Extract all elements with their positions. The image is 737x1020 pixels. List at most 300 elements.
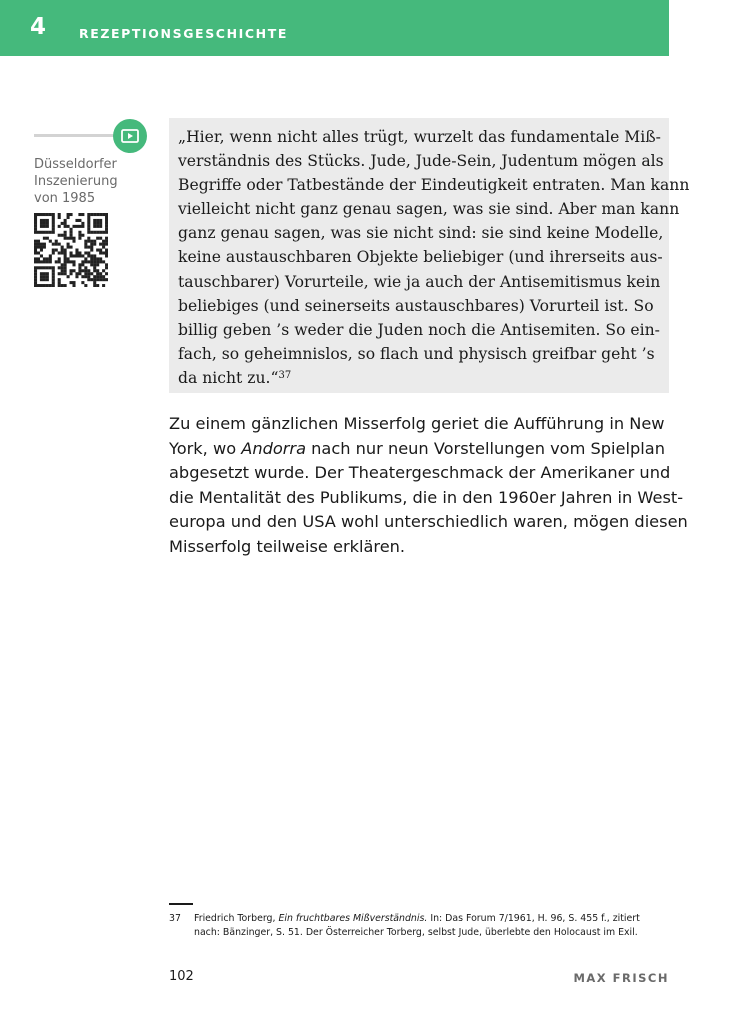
qr-module	[52, 251, 55, 254]
qr-module	[37, 243, 40, 246]
qr-module	[64, 225, 67, 228]
qr-module	[99, 222, 102, 225]
qr-module	[75, 225, 78, 228]
qr-module	[93, 266, 96, 269]
qr-module	[102, 240, 105, 243]
qr-module	[40, 222, 43, 225]
qr-module	[87, 225, 90, 228]
qr-module	[93, 243, 96, 246]
qr-module	[34, 243, 37, 246]
qr-module	[87, 231, 90, 234]
qr-module	[102, 260, 105, 263]
qr-module	[43, 260, 46, 263]
qr-module	[58, 281, 61, 284]
qr-module	[84, 246, 87, 249]
qr-module	[93, 225, 96, 228]
qr-module	[84, 243, 87, 246]
qr-module	[49, 254, 52, 257]
qr-module	[37, 213, 40, 216]
qr-module	[55, 243, 58, 246]
qr-module	[84, 240, 87, 243]
chapter-number: 4	[30, 14, 47, 40]
qr-module	[102, 251, 105, 254]
qr-module	[102, 275, 105, 278]
qr-module	[61, 266, 64, 269]
qr-module	[52, 281, 55, 284]
qr-module	[49, 266, 52, 269]
qr-module	[64, 269, 67, 272]
play-icon	[121, 129, 139, 143]
qr-module	[70, 231, 73, 234]
footnote-title: Ein fruchtbares Mißverständnis.	[278, 913, 428, 924]
qr-module	[84, 272, 87, 275]
qr-module	[40, 254, 43, 257]
qr-module	[78, 251, 81, 254]
qr-module	[84, 266, 87, 269]
qr-module	[43, 213, 46, 216]
qr-module	[46, 257, 49, 260]
qr-module	[78, 269, 81, 272]
qr-module	[87, 251, 90, 254]
qr-module	[46, 222, 49, 225]
qr-module	[78, 219, 81, 222]
qr-module	[58, 284, 61, 287]
qr-module	[67, 275, 70, 278]
quote-line: tauschbarer) Vorurteile, wie ja auch der Antisemitismus kein	[178, 272, 661, 291]
qr-module	[93, 222, 96, 225]
qr-module	[90, 263, 93, 266]
qr-module	[34, 240, 37, 243]
qr-module	[90, 231, 93, 234]
qr-module	[99, 243, 102, 246]
qr-module	[78, 266, 81, 269]
qr-module	[90, 257, 93, 260]
qr-module	[58, 234, 61, 237]
qr-module	[61, 222, 64, 225]
body-line: die Mentalität des Publikums, die in den 1960er Jahren in West-	[169, 487, 684, 507]
qr-module	[61, 246, 64, 249]
qr-module	[64, 272, 67, 275]
qr-module	[34, 284, 37, 287]
qr-module	[52, 213, 55, 216]
body-line	[169, 437, 679, 462]
qr-module	[99, 213, 102, 216]
qr-module	[93, 269, 96, 272]
video-caption	[34, 156, 134, 207]
qr-module	[34, 272, 37, 275]
quote-line: verständnis des Stücks. Jude, Jude-Sein, Judentum mögen als	[178, 152, 664, 171]
qr-module	[40, 284, 43, 287]
qr-module	[34, 275, 37, 278]
qr-module	[52, 231, 55, 234]
qr-module	[84, 257, 87, 260]
qr-module	[99, 231, 102, 234]
qr-module	[75, 249, 78, 252]
qr-module	[81, 260, 84, 263]
qr-module	[61, 251, 64, 254]
quote-line: ganz genau sagen, was sie nicht sind: sie sind keine Modelle,	[178, 224, 664, 243]
qr-module	[90, 240, 93, 243]
qr-module	[105, 231, 108, 234]
qr-module	[43, 246, 46, 249]
qr-module	[78, 225, 81, 228]
qr-module	[93, 254, 96, 257]
qr-module	[43, 284, 46, 287]
qr-module	[52, 216, 55, 219]
qr-module	[52, 266, 55, 269]
qr-module	[37, 284, 40, 287]
qr-module	[49, 213, 52, 216]
qr-module	[37, 257, 40, 260]
qr-module	[105, 225, 108, 228]
qr-module	[90, 213, 93, 216]
qr-module	[40, 272, 43, 275]
qr-module	[49, 240, 52, 243]
qr-module	[90, 246, 93, 249]
qr-module	[99, 225, 102, 228]
qr-module	[64, 237, 67, 240]
qr-module	[87, 246, 90, 249]
qr-module	[64, 251, 67, 254]
chapter-title: REZEPTIONSGESCHICHTE	[79, 26, 288, 41]
body-text: nach nur neun Vorstellungen vom Spielplan	[306, 438, 665, 458]
footnote-author: Friedrich Torberg,	[194, 913, 279, 924]
footnote-text	[194, 912, 640, 940]
video-caption-line: Düsseldorfer	[34, 157, 117, 172]
qr-module	[93, 213, 96, 216]
qr-module	[37, 260, 40, 263]
body-line: Misserfolg teilweise erklären.	[169, 536, 406, 556]
qr-module	[72, 240, 75, 243]
footnote-line: nach: Bänzinger, S. 51. Der Österreicher Torberg, selbst Jude, überlebte den Holocaust im Exil.	[194, 927, 638, 938]
qr-module	[55, 249, 58, 252]
qr-module	[46, 260, 49, 263]
qr-module	[87, 278, 90, 281]
body-line: europa und den USA wohl unterschiedlich waren, mögen diesen	[169, 512, 688, 532]
qr-module	[78, 263, 81, 266]
qr-module	[93, 231, 96, 234]
qr-module	[67, 216, 70, 219]
qr-module	[70, 213, 73, 216]
qr-module	[70, 269, 73, 272]
qr-module	[58, 225, 61, 228]
qr-module	[46, 231, 49, 234]
qr-module	[81, 234, 84, 237]
footnote-line	[194, 912, 640, 926]
qr-module	[52, 228, 55, 231]
qr-module	[43, 243, 46, 246]
qr-module	[99, 272, 102, 275]
qr-module	[58, 216, 61, 219]
qr-module	[96, 222, 99, 225]
qr-module	[34, 231, 37, 234]
qr-module	[81, 269, 84, 272]
qr-module	[52, 284, 55, 287]
qr-module	[96, 263, 99, 266]
page-number: 102	[169, 969, 194, 984]
qr-module	[99, 249, 102, 252]
qr-module	[93, 275, 96, 278]
running-title: MAX FRISCH	[573, 971, 669, 985]
qr-module	[96, 275, 99, 278]
qr-module	[46, 237, 49, 240]
qr-module	[40, 231, 43, 234]
qr-module	[58, 243, 61, 246]
qr-module	[96, 257, 99, 260]
qr-module	[46, 219, 49, 222]
qr-module	[87, 237, 90, 240]
qr-module	[81, 225, 84, 228]
qr-module	[75, 219, 78, 222]
qr-module	[96, 284, 99, 287]
body-line: abgesetzt wurde. Der Theatergeschmack der Amerikaner und	[169, 463, 671, 483]
qr-module	[105, 237, 108, 240]
qr-module	[58, 260, 61, 263]
qr-module	[43, 272, 46, 275]
qr-module	[99, 275, 102, 278]
qr-module	[40, 278, 43, 281]
qr-module	[61, 272, 64, 275]
qr-module	[81, 222, 84, 225]
qr-module	[43, 231, 46, 234]
qr-module	[43, 266, 46, 269]
qr-module	[58, 266, 61, 269]
qr-module	[84, 284, 87, 287]
qr-module	[64, 284, 67, 287]
qr-module	[40, 225, 43, 228]
qr-module	[105, 254, 108, 257]
qr-module	[43, 237, 46, 240]
qr-module	[52, 249, 55, 252]
quote-line: keine austauschbaren Objekte beliebiger (und ihrerseits aus-	[178, 248, 663, 267]
qr-module	[87, 228, 90, 231]
qr-module	[49, 257, 52, 260]
qr-module	[61, 263, 64, 266]
qr-module	[46, 278, 49, 281]
qr-module	[64, 222, 67, 225]
qr-module	[105, 228, 108, 231]
qr-module	[61, 284, 64, 287]
qr-module	[105, 272, 108, 275]
qr-module	[87, 254, 90, 257]
qr-module	[43, 275, 46, 278]
footnote-number: 37	[169, 913, 181, 924]
qr-module	[52, 272, 55, 275]
qr-module	[37, 240, 40, 243]
qr-module	[58, 257, 61, 260]
qr-module	[96, 231, 99, 234]
qr-module	[55, 260, 58, 263]
qr-module	[67, 225, 70, 228]
qr-module	[67, 260, 70, 263]
qr-module	[61, 234, 64, 237]
qr-module	[96, 249, 99, 252]
qr-module	[40, 266, 43, 269]
qr-module	[34, 228, 37, 231]
qr-module	[70, 246, 73, 249]
qr-module	[96, 225, 99, 228]
qr-module	[37, 251, 40, 254]
qr-module	[52, 269, 55, 272]
video-play-icon[interactable]	[113, 119, 147, 153]
qr-module	[70, 254, 73, 257]
quote-line: „Hier, wenn nicht alles trügt, wurzelt das fundamentale Miß-	[178, 128, 661, 146]
qr-module	[43, 225, 46, 228]
qr-module	[81, 281, 84, 284]
qr-module	[75, 275, 78, 278]
qr-module	[61, 269, 64, 272]
block-quote	[169, 118, 690, 393]
qr-module	[34, 260, 37, 263]
qr-module	[34, 251, 37, 254]
qr-module	[34, 219, 37, 222]
footnote-reference[interactable]: 37	[278, 369, 292, 381]
qr-module	[84, 260, 87, 263]
qr-module	[87, 222, 90, 225]
qr-module	[34, 225, 37, 228]
qr-module	[75, 251, 78, 254]
qr-module	[90, 243, 93, 246]
qr-module	[90, 254, 93, 257]
body-line: Zu einem gänzlichen Misserfolg geriet die Aufführung in New	[169, 414, 665, 433]
qr-module	[93, 284, 96, 287]
qr-module	[70, 281, 73, 284]
qr-module	[99, 251, 102, 254]
qr-module	[96, 213, 99, 216]
qr-module	[87, 275, 90, 278]
qr-module	[84, 275, 87, 278]
qr-module	[52, 225, 55, 228]
qr-module	[58, 213, 61, 216]
qr-module	[90, 272, 93, 275]
qr-module	[40, 219, 43, 222]
qr-module	[67, 257, 70, 260]
qr-module	[78, 237, 81, 240]
footnote-rule	[169, 903, 193, 905]
qr-module	[99, 219, 102, 222]
qr-module	[37, 246, 40, 249]
qr-module	[96, 260, 99, 263]
qr-module	[93, 260, 96, 263]
quote-line: beliebiges (und seinerseits austauschbares) Vorurteil ist. So	[178, 296, 654, 315]
qr-module	[43, 257, 46, 260]
qr-module	[64, 257, 67, 260]
qr-module	[99, 237, 102, 240]
qr-module	[55, 240, 58, 243]
qr-module	[58, 272, 61, 275]
qr-module	[64, 260, 67, 263]
qr-module	[72, 254, 75, 257]
quote-line-last	[178, 366, 660, 390]
qr-module	[46, 275, 49, 278]
qr-module	[96, 278, 99, 281]
qr-module	[37, 231, 40, 234]
qr-module	[64, 254, 67, 257]
qr-code-icon[interactable]	[34, 213, 108, 287]
qr-module	[102, 231, 105, 234]
qr-module	[93, 281, 96, 284]
quote-line: da nicht zu.“	[178, 368, 279, 387]
qr-module	[52, 275, 55, 278]
qr-module	[34, 281, 37, 284]
qr-module	[40, 243, 43, 246]
qr-module	[105, 213, 108, 216]
qr-module	[78, 213, 81, 216]
qr-module	[75, 272, 78, 275]
qr-module	[70, 228, 73, 231]
qr-module	[34, 216, 37, 219]
qr-module	[105, 222, 108, 225]
qr-module	[84, 251, 87, 254]
qr-module	[49, 260, 52, 263]
qr-module	[105, 219, 108, 222]
qr-module	[40, 260, 43, 263]
qr-module	[34, 213, 37, 216]
qr-module	[61, 249, 64, 252]
qr-module	[40, 213, 43, 216]
qr-module	[93, 219, 96, 222]
qr-module	[72, 260, 75, 263]
qr-module	[93, 240, 96, 243]
qr-module	[46, 272, 49, 275]
qr-module	[70, 237, 73, 240]
qr-module	[81, 254, 84, 257]
qr-module	[58, 251, 61, 254]
quote-line: billig geben ’s weder die Juden noch die Antisemiten. So ein-	[178, 320, 660, 339]
qr-module	[46, 284, 49, 287]
qr-module	[43, 219, 46, 222]
qr-module	[34, 246, 37, 249]
play-title: Andorra	[241, 438, 306, 458]
qr-module	[78, 272, 81, 275]
qr-module	[67, 237, 70, 240]
qr-module	[87, 216, 90, 219]
qr-module	[49, 231, 52, 234]
qr-module	[81, 213, 84, 216]
qr-module	[70, 234, 73, 237]
qr-module	[78, 231, 81, 234]
qr-module	[34, 269, 37, 272]
qr-module	[96, 237, 99, 240]
qr-module	[72, 225, 75, 228]
qr-module	[102, 269, 105, 272]
qr-module	[70, 272, 73, 275]
qr-module	[93, 263, 96, 266]
qr-module	[52, 278, 55, 281]
qr-module	[99, 278, 102, 281]
qr-module	[105, 266, 108, 269]
qr-module	[64, 249, 67, 252]
qr-module	[67, 246, 70, 249]
qr-module	[105, 249, 108, 252]
qr-module	[93, 257, 96, 260]
qr-module	[46, 213, 49, 216]
qr-module	[102, 246, 105, 249]
quote-line: Begriffe oder Tatbestände der Eindeutigkeit entraten. Man kann	[178, 176, 690, 195]
qr-module	[99, 257, 102, 260]
quote-line: vielleicht nicht ganz genau sagen, was sie sind. Aber man kann	[178, 200, 680, 219]
qr-module	[34, 257, 37, 260]
qr-module	[70, 251, 73, 254]
qr-module	[64, 231, 67, 234]
qr-module	[64, 266, 67, 269]
qr-module	[34, 266, 37, 269]
qr-module	[37, 266, 40, 269]
qr-module	[52, 219, 55, 222]
qr-module	[67, 243, 70, 246]
qr-module	[40, 246, 43, 249]
qr-module	[90, 278, 93, 281]
